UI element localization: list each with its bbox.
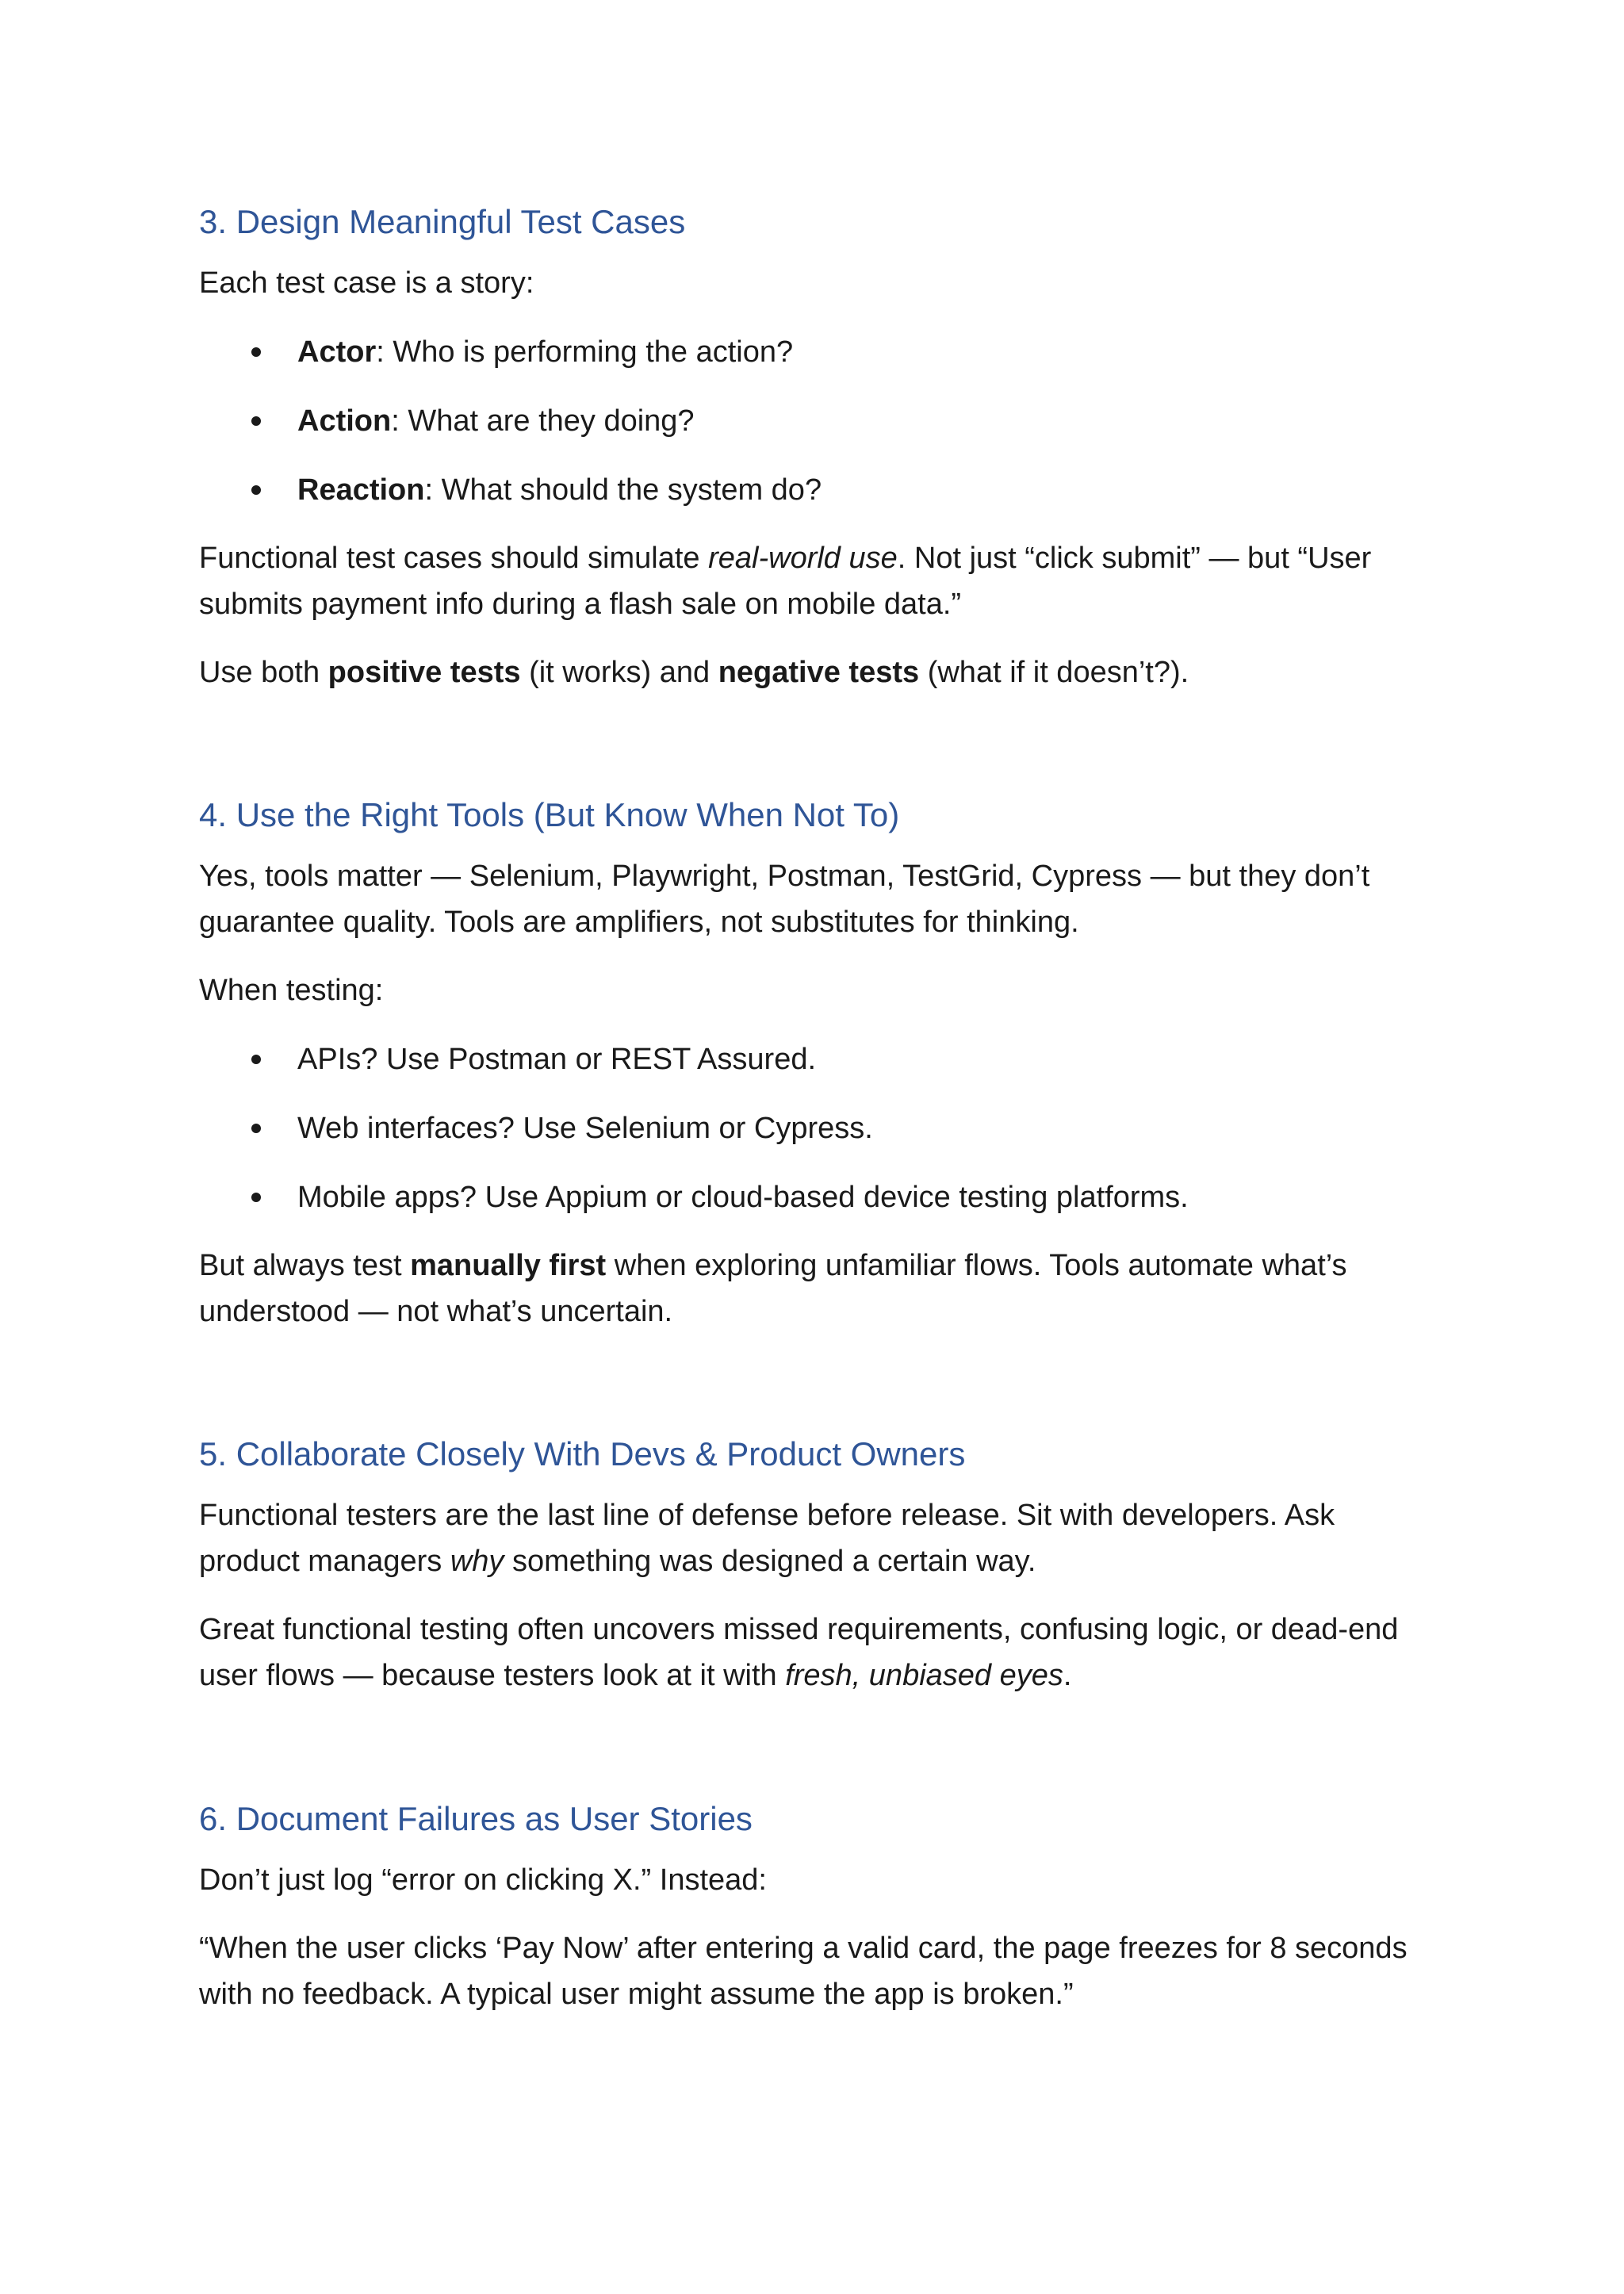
bullet-text: Mobile apps? Use Appium or cloud-based device testing platforms. bbox=[297, 1181, 1189, 1214]
bullet-icon bbox=[251, 347, 261, 357]
paragraph bbox=[199, 649, 1436, 695]
paragraph-text: . Not just “click submit” — but “User submits payment info during a flash sale on mobile data.” bbox=[199, 542, 1372, 621]
paragraph-text: Functional test cases should simulate bbox=[199, 542, 709, 575]
bullet-text: : What should the system do? bbox=[424, 473, 822, 507]
list-item bbox=[199, 329, 1436, 375]
bullet-text: APIs? Use Postman or REST Assured. bbox=[297, 1043, 817, 1076]
section-heading: 5. Collaborate Closely With Devs & Product Owners bbox=[199, 1435, 966, 1473]
bullet-icon bbox=[251, 485, 261, 495]
bullet-term: Action bbox=[297, 404, 392, 438]
paragraph-text: when exploring unfamiliar flows. Tools automate what’s understood — not what’s uncertain. bbox=[199, 1249, 1347, 1328]
paragraph-text: But always test bbox=[199, 1249, 411, 1282]
paragraph-strong: positive tests bbox=[327, 656, 521, 689]
paragraph-text: Functional testers are the last line of defense before release. Sit with developers. Ask product managers bbox=[199, 1499, 1335, 1578]
list-item bbox=[199, 1174, 1436, 1220]
paragraph-text: (what if it doesn’t?). bbox=[919, 656, 1189, 689]
bullet-text: : Who is performing the action? bbox=[376, 335, 794, 369]
paragraph-strong: manually first bbox=[410, 1249, 607, 1282]
section-intro: When testing: bbox=[199, 974, 384, 1007]
section-heading: 3. Design Meaningful Test Cases bbox=[199, 203, 686, 240]
paragraph: Don’t just log “error on clicking X.” Instead: bbox=[199, 1863, 767, 1897]
paragraph-emphasis: why bbox=[450, 1545, 504, 1578]
section-document-failures bbox=[199, 1797, 1436, 2017]
section-heading: 4. Use the Right Tools (But Know When Not To) bbox=[199, 796, 900, 833]
paragraph-text: something was designed a certain way. bbox=[504, 1545, 1036, 1578]
paragraph-strong: negative tests bbox=[718, 656, 920, 689]
paragraph bbox=[199, 1492, 1436, 1584]
bullet-list bbox=[199, 1036, 1436, 1220]
paragraph-emphasis: real-world use bbox=[708, 542, 898, 575]
list-item bbox=[199, 398, 1436, 444]
bullet-text: : What are they doing? bbox=[391, 404, 695, 438]
section-right-tools bbox=[199, 793, 1436, 1335]
paragraph: Yes, tools matter — Selenium, Playwright, Postman, TestGrid, Cypress — but they don’t guarantee quality. Tools are amplifiers, not substitutes for thinking. bbox=[199, 860, 1370, 939]
bullet-term: Reaction bbox=[297, 473, 425, 507]
paragraph-text: Great functional testing often uncovers missed requirements, confusing logic, or dead-end user flows — because testers look at it with bbox=[199, 1613, 1399, 1692]
section-intro: Each test case is a story: bbox=[199, 266, 534, 300]
bullet-icon bbox=[251, 1193, 261, 1202]
section-heading: 6. Document Failures as User Stories bbox=[199, 1800, 753, 1837]
paragraph bbox=[199, 1243, 1436, 1335]
bullet-icon bbox=[251, 416, 261, 426]
list-item bbox=[199, 1036, 1436, 1082]
section-collaborate bbox=[199, 1432, 1436, 1698]
paragraph-emphasis: fresh, unbiased eyes bbox=[785, 1659, 1063, 1692]
section-design-test-cases bbox=[199, 200, 1436, 695]
paragraph-text: (it works) and bbox=[520, 656, 718, 689]
list-item bbox=[199, 1105, 1436, 1151]
paragraph-text: Use both bbox=[199, 656, 328, 689]
paragraph bbox=[199, 535, 1436, 627]
bullet-icon bbox=[251, 1124, 261, 1133]
paragraph bbox=[199, 1607, 1436, 1698]
list-item bbox=[199, 467, 1436, 513]
bullet-term: Actor bbox=[297, 335, 377, 369]
bullet-icon bbox=[251, 1055, 261, 1064]
quote-paragraph: “When the user clicks ‘Pay Now’ after entering a valid card, the page freezes for 8 seconds with no feedback. A typical user might assume the app is broken.” bbox=[199, 1932, 1408, 2011]
bullet-list bbox=[199, 329, 1436, 513]
paragraph-text: . bbox=[1063, 1659, 1072, 1692]
bullet-text: Web interfaces? Use Selenium or Cypress. bbox=[297, 1112, 873, 1145]
